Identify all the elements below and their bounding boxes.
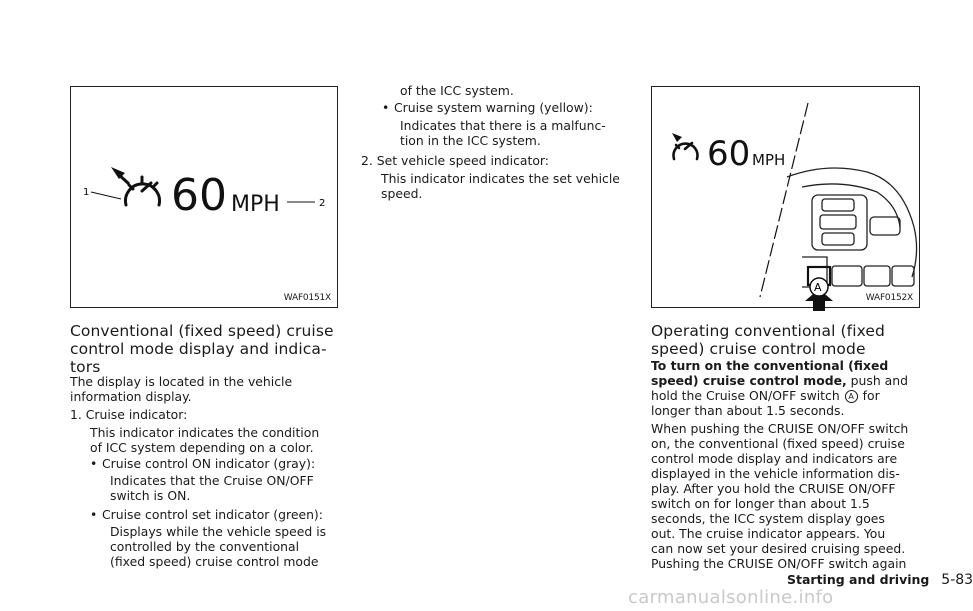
arrow-icon [672,133,682,142]
heading-line: Operating conventional (fixed [651,322,885,340]
switch-callout-label: A [814,281,822,294]
bullet-desc: switch is ON. [110,488,191,503]
bullet-item: Cruise system warning (yellow): [394,100,593,115]
bullet-desc: controlled by the conventional [110,539,300,554]
paragraph-line: out. The cruise indicator appears. You [651,526,886,541]
figure-cruise-display [70,86,338,308]
footer-section: Starting and driving [787,572,930,587]
paragraph-line: play. After you hold the CRUISE ON/OFF [651,481,896,496]
section-heading [651,322,885,358]
figure-code: WAF0151X [283,293,331,303]
paragraph-line: control mode display and indicators are [651,451,898,466]
intro-text: information display. [70,389,192,404]
page-footer [787,572,973,588]
callout-2: 2 [319,198,326,209]
paragraph-line: seconds, the ICC system display goes [651,511,885,526]
section-heading [70,322,334,376]
steering-wheel [787,168,917,287]
paragraph-line: displayed in the vehicle information dis- [651,466,900,481]
list-item-desc: This indicator indicates the condition [90,425,320,440]
bullet-item: Cruise control set indicator (green): [102,507,323,522]
paragraph-line: Pushing the CRUISE ON/OFF switch again [651,556,907,571]
page-number: 5-83 [941,572,973,588]
heading-line: control mode display and indica- [70,340,327,358]
speed-unit: MPH [231,192,280,217]
bullet-desc: of the ICC system. [400,83,514,98]
bullet-dot: • [90,456,98,471]
intro-text: The display is located in the vehicle [70,374,293,389]
callout-1: 1 [83,187,90,198]
paragraph-line: on, the conventional (fixed speed) cruise [651,436,905,451]
watermark: carmanualsonline.info [628,587,834,608]
bullet-desc: (fixed speed) cruise control mode [110,554,319,569]
heading-line: tors [70,358,101,376]
list-item-desc: of ICC system depending on a color. [90,440,314,455]
list-item-desc: This indicator indicates the set vehicle [381,171,620,186]
paragraph-text: hold the Cruise ON/OFF switch [651,388,840,403]
bullet-item: Cruise control ON indicator (gray): [102,456,316,471]
list-item-label: 2. Set vehicle speed indicator: [361,153,549,168]
speed-unit: MPH [752,151,786,169]
speed-value: 60 [171,170,227,221]
paragraph-text: for [862,388,880,403]
paragraph-line: switch on for longer than about 1.5 [651,496,870,511]
paragraph-line [651,374,908,389]
bold-lead: speed) cruise control mode, [651,373,847,388]
cruise-indicator-icon [674,143,698,159]
list-item-label: 1. Cruise indicator: [70,407,188,422]
paragraph-line: When pushing the CRUISE ON/OFF switch [651,421,909,436]
speed-value: 60 [707,134,751,174]
paragraph-line: longer than about 1.5 seconds. [651,403,845,418]
switch-a-icon: A [845,390,858,403]
list-item-desc: speed. [381,186,423,201]
bullet-desc: Displays while the vehicle speed is [110,524,327,539]
heading-line: speed) cruise control mode [651,340,866,358]
bullet-dot: • [382,100,390,115]
steering-switch-illustration [652,87,921,309]
cruise-display-illustration [71,87,339,309]
heading-line: Conventional (fixed speed) cruise [70,322,334,340]
paragraph-line [651,389,880,404]
bold-lead: To turn on the conventional (fixed [651,358,889,373]
bullet-desc: tion in the ICC system. [400,133,541,148]
bullet-dot: • [90,507,98,522]
bullet-desc: Indicates that there is a malfunc- [400,118,606,133]
bullet-desc: Indicates that the Cruise ON/OFF [110,473,314,488]
paragraph-line: can now set your desired cruising speed. [651,541,906,556]
figure-steering-switch [651,86,920,308]
paragraph-text: push and [850,373,908,388]
cruise-indicator-icon [126,177,160,205]
figure-code: WAF0152X [865,293,913,303]
